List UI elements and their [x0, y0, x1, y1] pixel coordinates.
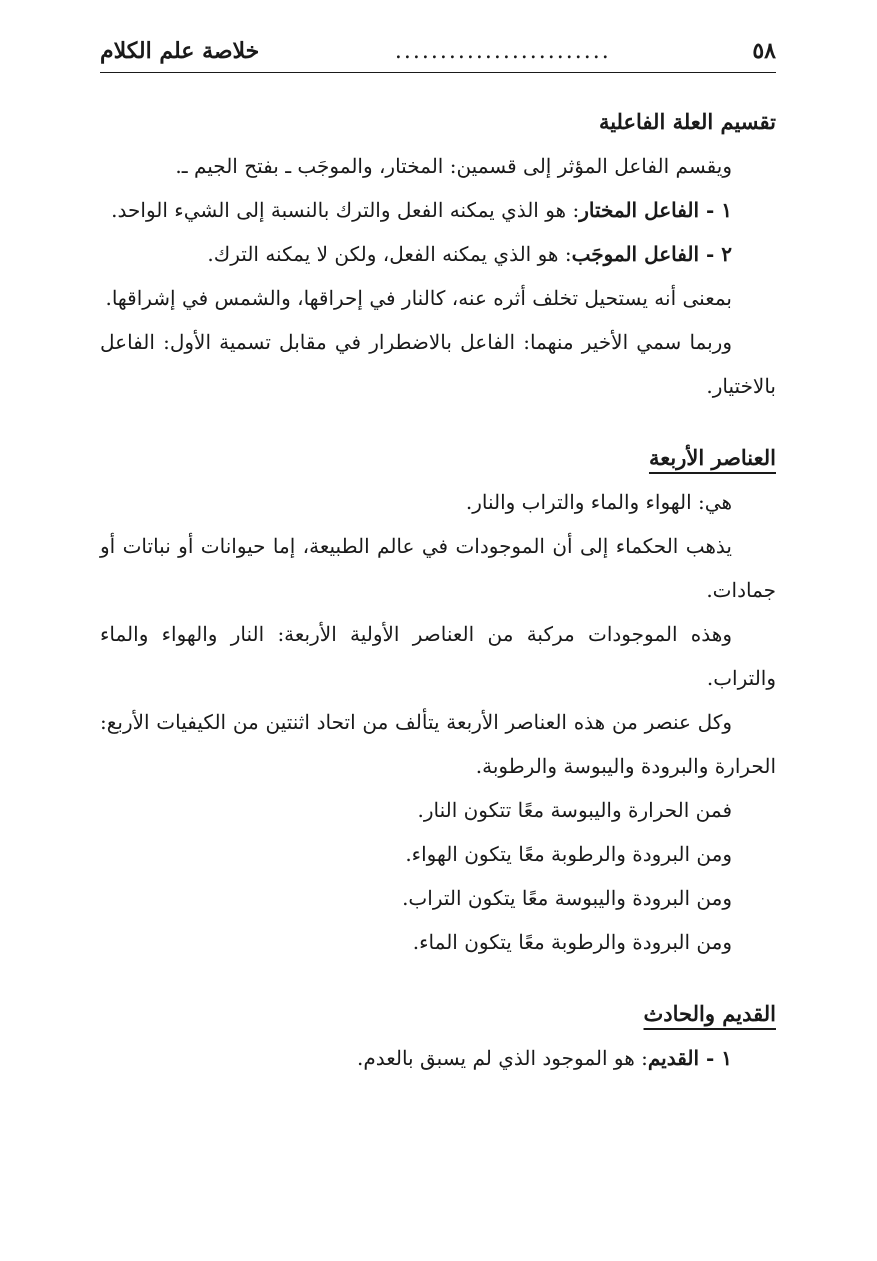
list-item: فمن الحرارة واليبوسة معًا تتكون النار.: [417, 798, 732, 822]
paragraph: هي: الهواء والماء والتراب والنار.: [465, 490, 732, 514]
definition-text: : هو الذي يمكنه الفعل، ولكن لا يمكنه الترك.: [207, 242, 572, 266]
definition-item: [100, 188, 776, 232]
paragraph: يذهب الحكماء إلى أن الموجودات في عالم الطبيعة، إما حيوانات أو نباتات أو جمادات.: [100, 534, 776, 602]
section-heading-eternal-and-originated: القديم والحادث: [643, 1001, 776, 1026]
page-number: ٥٨: [752, 38, 776, 64]
definition-text: : هو الموجود الذي لم يسبق بالعدم.: [356, 1046, 648, 1070]
list-item: ومن البرودة والرطوبة معًا يتكون الماء.: [412, 930, 732, 954]
paragraph: بمعنى أنه يستحيل تخلف أثره عنه، كالنار في إحراقها، والشمس في إشراقها.: [105, 286, 732, 310]
definition-text: : هو الذي يمكنه الفعل والترك بالنسبة إلى الشيء الواحد.: [111, 198, 580, 222]
book-title: خلاصة علم الكلام: [100, 38, 260, 64]
header-leader-dots: ........................: [394, 38, 611, 64]
section-heading-efficient-cause: تقسيم العلة الفاعلية: [598, 109, 776, 134]
list-item: ومن البرودة واليبوسة معًا يتكون التراب.: [402, 886, 732, 910]
list-item: ومن البرودة والرطوبة معًا يتكون الهواء.: [405, 842, 732, 866]
paragraph: وكل عنصر من هذه العناصر الأربعة يتألف من اتحاد اثنتين من الكيفيات الأربع: الحرارة والبرودة واليبوسة والرطوبة.: [100, 710, 776, 778]
definition-term: ٢ - الفاعل الموجَب: [571, 242, 732, 266]
running-header: [100, 30, 776, 73]
paragraph: ويقسم الفاعل المؤثر إلى قسمين: المختار، والموجَب ـ بفتح الجيم ـ.: [175, 154, 732, 178]
page-body: [100, 100, 776, 1080]
definition-item: [100, 1036, 776, 1080]
definition-term: ١ - القديم: [647, 1046, 732, 1070]
definition-item: [100, 232, 776, 276]
section-heading-four-elements: العناصر الأربعة: [648, 445, 776, 470]
definition-term: ١ - الفاعل المختار: [579, 198, 732, 222]
paragraph: وربما سمي الأخير منهما: الفاعل بالاضطرار في مقابل تسمية الأول: الفاعل بالاختيار.: [100, 330, 776, 398]
paragraph: وهذه الموجودات مركبة من العناصر الأولية الأربعة: النار والهواء والماء والتراب.: [100, 622, 776, 690]
